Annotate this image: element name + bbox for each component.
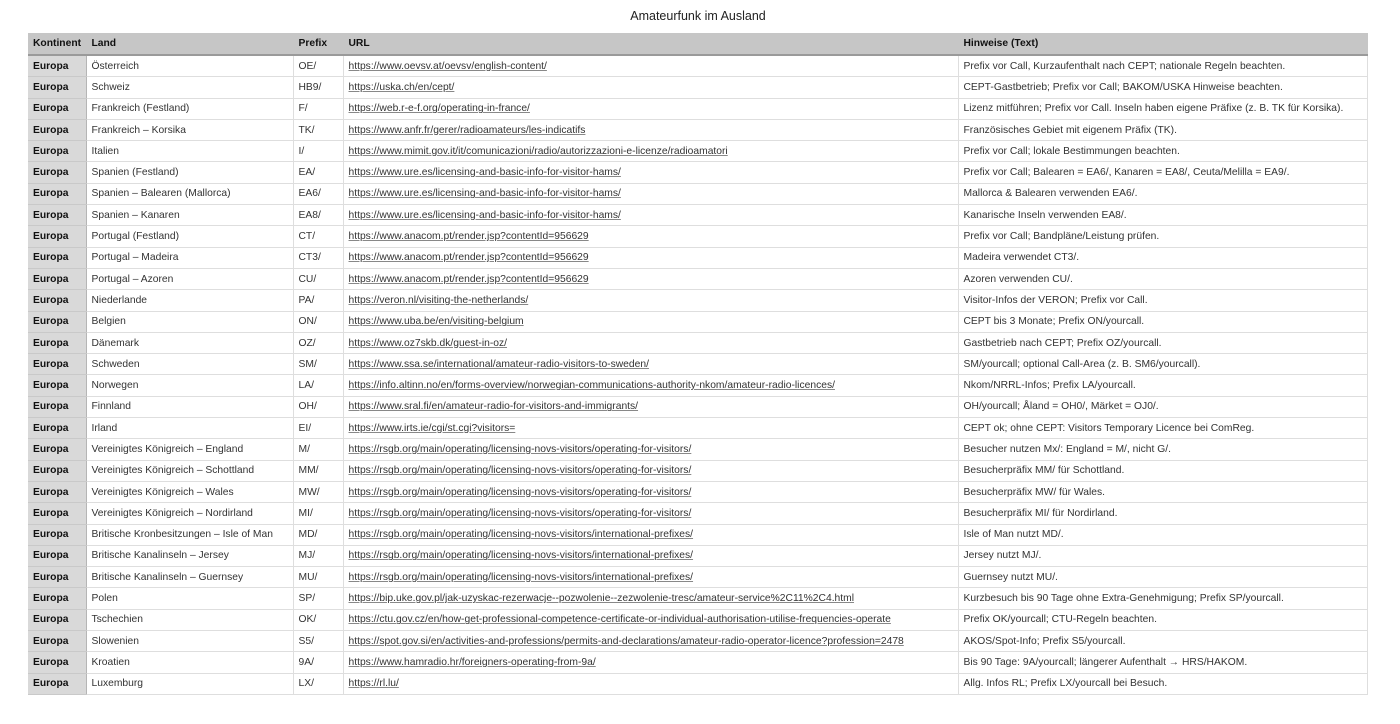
land-cell: Irland	[86, 418, 293, 439]
column-header-hinweise: Hinweise (Text)	[958, 33, 1367, 55]
url-link[interactable]: https://uska.ch/en/cept/	[348, 81, 455, 93]
land-cell: Britische Kanalinseln – Guernsey	[86, 567, 293, 588]
table-body	[28, 55, 1367, 694]
prefix-cell: EA6/	[293, 183, 343, 204]
hinweise-cell: Allg. Infos RL; Prefix LX/yourcall bei Besuch.	[958, 673, 1367, 694]
prefix-cell: TK/	[293, 119, 343, 140]
land-cell: Polen	[86, 588, 293, 609]
table-row	[28, 98, 1367, 119]
hinweise-cell: Französisches Gebiet mit eigenem Präfix (TK).	[958, 119, 1367, 140]
prefix-cell: OH/	[293, 396, 343, 417]
url-cell	[343, 631, 958, 652]
hinweise-cell: SM/yourcall; optional Call-Area (z. B. SM6/yourcall).	[958, 354, 1367, 375]
column-header-url: URL	[343, 33, 958, 55]
hinweise-cell: Gastbetrieb nach CEPT; Prefix OZ/yourcall.	[958, 332, 1367, 353]
land-cell: Britische Kanalinseln – Jersey	[86, 545, 293, 566]
prefix-cell: MD/	[293, 524, 343, 545]
table-row	[28, 77, 1367, 98]
kontinent-cell: Europa	[28, 226, 86, 247]
table-row	[28, 119, 1367, 140]
kontinent-cell: Europa	[28, 183, 86, 204]
hinweise-cell: Visitor-Infos der VERON; Prefix vor Call.	[958, 290, 1367, 311]
table-row	[28, 588, 1367, 609]
url-cell	[343, 481, 958, 502]
land-cell: Spanien – Balearen (Mallorca)	[86, 183, 293, 204]
prefix-cell: MJ/	[293, 545, 343, 566]
kontinent-cell: Europa	[28, 673, 86, 694]
url-link[interactable]: https://rsgb.org/main/operating/licensing-novs-visitors/operating-for-visitors/	[348, 465, 692, 477]
land-cell: Portugal – Madeira	[86, 247, 293, 268]
url-cell	[343, 439, 958, 460]
url-link[interactable]: https://rsgb.org/main/operating/licensing-novs-visitors/international-prefixes/	[348, 550, 694, 562]
table-row	[28, 609, 1367, 630]
kontinent-cell: Europa	[28, 588, 86, 609]
prefix-cell: MM/	[293, 460, 343, 481]
url-cell	[343, 205, 958, 226]
prefix-cell: PA/	[293, 290, 343, 311]
hinweise-cell: Kurzbesuch bis 90 Tage ohne Extra-Genehmigung; Prefix SP/yourcall.	[958, 588, 1367, 609]
prefix-cell: ON/	[293, 311, 343, 332]
kontinent-cell: Europa	[28, 162, 86, 183]
url-link[interactable]: https://www.ure.es/licensing-and-basic-info-for-visitor-hams/	[348, 188, 621, 200]
url-link[interactable]: https://www.mimit.gov.it/it/comunicazioni/radio/autorizzazioni-e-licenze/radioamatori	[348, 145, 728, 157]
hinweise-cell: Besucherpräfix MM/ für Schottland.	[958, 460, 1367, 481]
table-row	[28, 55, 1367, 77]
amateurfunk-table	[28, 33, 1368, 695]
page-title: Amateurfunk im Ausland	[630, 9, 766, 23]
hinweise-cell: Bis 90 Tage: 9A/yourcall; längerer Aufenthalt → HRS/HAKOM.	[958, 652, 1367, 673]
table-row	[28, 503, 1367, 524]
kontinent-cell: Europa	[28, 503, 86, 524]
prefix-cell: F/	[293, 98, 343, 119]
url-cell	[343, 652, 958, 673]
url-cell	[343, 354, 958, 375]
url-link[interactable]: https://rsgb.org/main/operating/licensing-novs-visitors/operating-for-visitors/	[348, 443, 692, 455]
url-cell	[343, 311, 958, 332]
prefix-cell: LX/	[293, 673, 343, 694]
prefix-cell: MI/	[293, 503, 343, 524]
table-row	[28, 545, 1367, 566]
url-link[interactable]: https://www.anacom.pt/render.jsp?contentId=956629	[348, 273, 589, 285]
url-cell	[343, 119, 958, 140]
url-cell	[343, 290, 958, 311]
prefix-cell: EI/	[293, 418, 343, 439]
url-cell	[343, 183, 958, 204]
table-row	[28, 396, 1367, 417]
table-row	[28, 631, 1367, 652]
hinweise-cell: Besucherpräfix MW/ für Wales.	[958, 481, 1367, 502]
url-cell	[343, 268, 958, 289]
kontinent-cell: Europa	[28, 98, 86, 119]
kontinent-cell: Europa	[28, 311, 86, 332]
kontinent-cell: Europa	[28, 375, 86, 396]
prefix-cell: EA/	[293, 162, 343, 183]
hinweise-cell: OH/yourcall; Åland = OH0/, Märket = OJ0/.	[958, 396, 1367, 417]
column-header-kontinent: Kontinent	[28, 33, 86, 55]
url-link[interactable]: https://rsgb.org/main/operating/licensing-novs-visitors/operating-for-visitors/	[348, 486, 692, 498]
land-cell: Dänemark	[86, 332, 293, 353]
url-link[interactable]: https://www.ure.es/licensing-and-basic-info-for-visitor-hams/	[348, 167, 621, 179]
table-row	[28, 375, 1367, 396]
table-row	[28, 332, 1367, 353]
table-row	[28, 247, 1367, 268]
url-link[interactable]: https://www.anacom.pt/render.jsp?contentId=956629	[348, 252, 589, 264]
url-cell	[343, 503, 958, 524]
hinweise-cell: Kanarische Inseln verwenden EA8/.	[958, 205, 1367, 226]
url-cell	[343, 609, 958, 630]
hinweise-cell: Prefix OK/yourcall; CTU-Regeln beachten.	[958, 609, 1367, 630]
url-link[interactable]: https://www.anacom.pt/render.jsp?contentId=956629	[348, 231, 589, 243]
url-cell	[343, 98, 958, 119]
hinweise-cell: Besucher nutzen Mx/: England = M/, nicht G/.	[958, 439, 1367, 460]
table-row	[28, 226, 1367, 247]
kontinent-cell: Europa	[28, 481, 86, 502]
land-cell: Slowenien	[86, 631, 293, 652]
land-cell: Britische Kronbesitzungen – Isle of Man	[86, 524, 293, 545]
table-row	[28, 439, 1367, 460]
land-cell: Italien	[86, 141, 293, 162]
table-row	[28, 354, 1367, 375]
table-row	[28, 481, 1367, 502]
hinweise-cell: Mallorca & Balearen verwenden EA6/.	[958, 183, 1367, 204]
hinweise-cell: Prefix vor Call, Kurzaufenthalt nach CEPT; nationale Regeln beachten.	[958, 55, 1367, 77]
url-cell	[343, 588, 958, 609]
land-cell: Niederlande	[86, 290, 293, 311]
prefix-cell: SP/	[293, 588, 343, 609]
table-row	[28, 290, 1367, 311]
url-link[interactable]: https://web.r-e-f.org/operating-in-france/	[348, 103, 530, 115]
url-link[interactable]: https://www.hamradio.hr/foreigners-operating-from-9a/	[348, 656, 596, 668]
kontinent-cell: Europa	[28, 524, 86, 545]
kontinent-cell: Europa	[28, 141, 86, 162]
land-cell: Österreich	[86, 55, 293, 77]
kontinent-cell: Europa	[28, 567, 86, 588]
land-cell: Kroatien	[86, 652, 293, 673]
kontinent-cell: Europa	[28, 332, 86, 353]
url-link[interactable]: https://www.ssa.se/international/amateur-radio-visitors-to-sweden/	[348, 358, 649, 370]
hinweise-cell: CEPT bis 3 Monate; Prefix ON/yourcall.	[958, 311, 1367, 332]
url-cell	[343, 396, 958, 417]
prefix-cell: S5/	[293, 631, 343, 652]
land-cell: Luxemburg	[86, 673, 293, 694]
url-link[interactable]: https://info.altinn.no/en/forms-overview/norwegian-communications-authority-nkom/amateur-radio-licences/	[348, 380, 835, 392]
land-cell: Portugal – Azoren	[86, 268, 293, 289]
land-cell: Vereinigtes Königreich – Wales	[86, 481, 293, 502]
column-header-prefix: Prefix	[293, 33, 343, 55]
url-cell	[343, 77, 958, 98]
land-cell: Portugal (Festland)	[86, 226, 293, 247]
kontinent-cell: Europa	[28, 396, 86, 417]
land-cell: Belgien	[86, 311, 293, 332]
url-link[interactable]: https://www.oz7skb.dk/guest-in-oz/	[348, 337, 508, 349]
kontinent-cell: Europa	[28, 77, 86, 98]
url-cell	[343, 55, 958, 77]
table-row	[28, 205, 1367, 226]
url-link[interactable]: https://www.uba.be/en/visiting-belgium	[348, 316, 524, 328]
url-cell	[343, 545, 958, 566]
prefix-cell: OZ/	[293, 332, 343, 353]
kontinent-cell: Europa	[28, 631, 86, 652]
url-link[interactable]: https://www.anfr.fr/gerer/radioamateurs/les-indicatifs	[348, 124, 586, 136]
hinweise-cell: Prefix vor Call; Bandpläne/Leistung prüfen.	[958, 226, 1367, 247]
url-cell	[343, 141, 958, 162]
kontinent-cell: Europa	[28, 290, 86, 311]
url-link[interactable]: https://rsgb.org/main/operating/licensing-novs-visitors/international-prefixes/	[348, 571, 694, 583]
url-cell	[343, 247, 958, 268]
url-link[interactable]: https://bip.uke.gov.pl/jak-uzyskac-rezerwacje--pozwolenie--zezwolenie-tresc/amateur-service%2C11%2C4.html	[348, 593, 855, 605]
land-cell: Tschechien	[86, 609, 293, 630]
hinweise-cell: Jersey nutzt MJ/.	[958, 545, 1367, 566]
land-cell: Vereinigtes Königreich – Schottland	[86, 460, 293, 481]
prefix-cell: CU/	[293, 268, 343, 289]
land-cell: Schweden	[86, 354, 293, 375]
url-cell	[343, 673, 958, 694]
land-cell: Frankreich – Korsika	[86, 119, 293, 140]
url-link[interactable]: https://spot.gov.si/en/activities-and-professions/permits-and-declarations/amateur-radio-operator-licence?profession=2478	[348, 635, 904, 647]
kontinent-cell: Europa	[28, 354, 86, 375]
url-cell	[343, 460, 958, 481]
hinweise-cell: Madeira verwendet CT3/.	[958, 247, 1367, 268]
url-cell	[343, 332, 958, 353]
land-cell: Frankreich (Festland)	[86, 98, 293, 119]
url-cell	[343, 162, 958, 183]
hinweise-cell: CEPT ok; ohne CEPT: Visitors Temporary Licence bei ComReg.	[958, 418, 1367, 439]
land-cell: Norwegen	[86, 375, 293, 396]
kontinent-cell: Europa	[28, 460, 86, 481]
url-cell	[343, 418, 958, 439]
url-cell	[343, 567, 958, 588]
kontinent-cell: Europa	[28, 55, 86, 77]
prefix-cell: MU/	[293, 567, 343, 588]
prefix-cell: CT/	[293, 226, 343, 247]
hinweise-cell: Azoren verwenden CU/.	[958, 268, 1367, 289]
table-row	[28, 567, 1367, 588]
prefix-cell: I/	[293, 141, 343, 162]
kontinent-cell: Europa	[28, 268, 86, 289]
url-link[interactable]: https://rsgb.org/main/operating/licensing-novs-visitors/operating-for-visitors/	[348, 507, 692, 519]
url-link[interactable]: https://ctu.gov.cz/en/how-get-professional-competence-certificate-or-individual-authorisation-utilise-frequencies-operate	[348, 614, 891, 626]
table-row	[28, 673, 1367, 694]
url-link[interactable]: https://rl.lu/	[348, 678, 399, 690]
land-cell: Finnland	[86, 396, 293, 417]
table-row	[28, 524, 1367, 545]
table-row	[28, 460, 1367, 481]
table-row	[28, 162, 1367, 183]
kontinent-cell: Europa	[28, 609, 86, 630]
hinweise-cell: Prefix vor Call; lokale Bestimmungen beachten.	[958, 141, 1367, 162]
hinweise-cell: Isle of Man nutzt MD/.	[958, 524, 1367, 545]
table-header-row	[28, 33, 1367, 55]
prefix-cell: HB9/	[293, 77, 343, 98]
kontinent-cell: Europa	[28, 247, 86, 268]
prefix-cell: MW/	[293, 481, 343, 502]
land-cell: Spanien (Festland)	[86, 162, 293, 183]
url-cell	[343, 524, 958, 545]
land-cell: Spanien – Kanaren	[86, 205, 293, 226]
prefix-cell: OE/	[293, 55, 343, 77]
prefix-cell: SM/	[293, 354, 343, 375]
url-link[interactable]: https://www.irts.ie/cgi/st.cgi?visitors=	[348, 422, 516, 434]
prefix-cell: 9A/	[293, 652, 343, 673]
land-cell: Vereinigtes Königreich – England	[86, 439, 293, 460]
hinweise-cell: Guernsey nutzt MU/.	[958, 567, 1367, 588]
kontinent-cell: Europa	[28, 439, 86, 460]
table-row	[28, 652, 1367, 673]
table-row	[28, 141, 1367, 162]
hinweise-cell: Lizenz mitführen; Prefix vor Call. Inseln haben eigene Präfixe (z. B. TK für Korsika).	[958, 98, 1367, 119]
prefix-cell: EA8/	[293, 205, 343, 226]
url-link[interactable]: https://www.sral.fi/en/amateur-radio-for-visitors-and-immigrants/	[348, 401, 639, 413]
hinweise-cell: Besucherpräfix MI/ für Nordirland.	[958, 503, 1367, 524]
kontinent-cell: Europa	[28, 652, 86, 673]
table-row	[28, 268, 1367, 289]
kontinent-cell: Europa	[28, 205, 86, 226]
hinweise-cell: AKOS/Spot-Info; Prefix S5/yourcall.	[958, 631, 1367, 652]
table-row	[28, 418, 1367, 439]
kontinent-cell: Europa	[28, 545, 86, 566]
land-cell: Schweiz	[86, 77, 293, 98]
hinweise-cell: CEPT-Gastbetrieb; Prefix vor Call; BAKOM/USKA Hinweise beachten.	[958, 77, 1367, 98]
prefix-cell: OK/	[293, 609, 343, 630]
table-row	[28, 311, 1367, 332]
prefix-cell: CT3/	[293, 247, 343, 268]
prefix-cell: LA/	[293, 375, 343, 396]
url-cell	[343, 375, 958, 396]
url-link[interactable]: https://www.oevsv.at/oevsv/english-content/	[348, 60, 547, 72]
kontinent-cell: Europa	[28, 418, 86, 439]
url-cell	[343, 226, 958, 247]
url-link[interactable]: https://veron.nl/visiting-the-netherlands/	[348, 294, 529, 306]
url-link[interactable]: https://rsgb.org/main/operating/licensing-novs-visitors/international-prefixes/	[348, 529, 694, 541]
hinweise-cell: Prefix vor Call; Balearen = EA6/, Kanaren = EA8/, Ceuta/Melilla = EA9/.	[958, 162, 1367, 183]
kontinent-cell: Europa	[28, 119, 86, 140]
column-header-land: Land	[86, 33, 293, 55]
url-link[interactable]: https://www.ure.es/licensing-and-basic-info-for-visitor-hams/	[348, 209, 621, 221]
prefix-cell: M/	[293, 439, 343, 460]
table-row	[28, 183, 1367, 204]
land-cell: Vereinigtes Königreich – Nordirland	[86, 503, 293, 524]
hinweise-cell: Nkom/NRRL-Infos; Prefix LA/yourcall.	[958, 375, 1367, 396]
